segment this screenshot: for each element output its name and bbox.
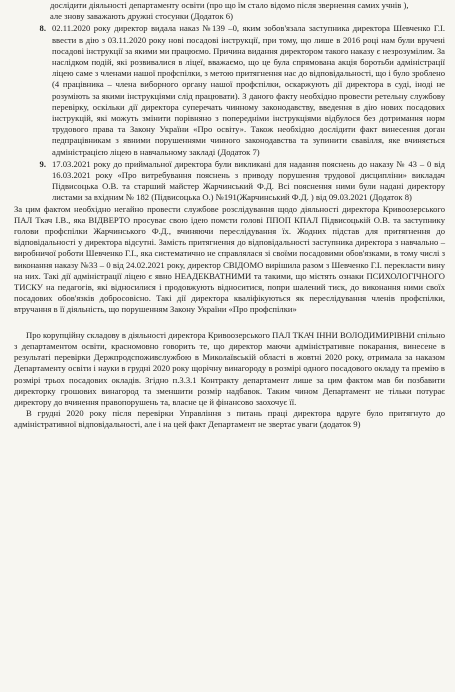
list-item-9 <box>14 159 445 204</box>
item-number: 9. <box>39 158 46 169</box>
inspection-paragraph: В грудні 2020 року після перевірки Управління з питань праці директора вдруге було притягнуто до адміністративної відповідальності, але і на цей факт Департамент не звертає уваги (додаток 9) <box>14 408 445 430</box>
item-8-text: 02.11.2020 року директор видала наказ №139 –0, яким зобов'язала заступника директора Шевченко Г.І. ввести в дію з 03.11.2020 року нові посадові інструкції, при тому, що лише в 2016 році нам були вручені посадові інструкції за якими ми працюємо. Причина видання директором такого наказу є незрозумілим. За наслідком подій, які розвивалися в ліцеї, вважаємо, що це була спрямована акція боротьби адміністрації ліцею саме з членами нашої профспілки, з метою притягнення нас до відповідальності, що і було зроблено (4 працівника – члена виборного органу нашої профспілки, оскаржують дії директора в суді, іноді не розуміють за якими інструкціями слід працювати). З даного факту необхідно провести ретельну службову перевірку, оскільки дії директора суперечать чинному законодавству, введення в дію нових посадових інструкцій, які можуть змінити порівняно з попередніми інструкціями відбулося без дотримання норм трудового права та Закону України «Про освіту». Також необхідно дослідити факт винесення доган педпрацівникам з явними порушеннями чинного законодавства та зупинити свавілля, яке вчиняється адміністрацією ліцею в навчальному закладі (Додаток 7) <box>52 23 445 157</box>
corruption-paragraph: Про корупційну складову в діяльності директора Кривоозерського ПАЛ ТКАЧ ІННИ ВОЛОДИМИРІВНИ спільно з департаментом освіти, красномовно говорить те, що директор маючи адміністративне покарання, винесене в результаті перевірки Держпродспоживслужбою в Миколаївській області в жовтні 2020 року, отримала за наказом Департаменту освіти і науки в грудні 2020 року щорічну винагороду в розмірі одного посадового окладу та премію в розмірі трьох посадових окладів. Згідно п.3.3.1 Контракту департамент лише за цим фактом мав би позбавити директорку грошових винагород та зменшити розмір надбавок. Таким чином Департамент не тільки потурає директору до вчинення правопорушень та, власне це й фінансово заохочує її. <box>14 329 445 407</box>
top-line-1: дослідити діяльності департаменту освіти (про що їм стало відомо після звернення самих учнів ), <box>50 0 409 10</box>
section-gap <box>14 316 445 330</box>
bottom-section <box>14 330 445 431</box>
top-continuation <box>50 0 445 22</box>
main-paragraph: За цим фактом необхідно негайно провести службове розслідування щодо діяльності директора Кривоозерського ПАЛ Ткач І.В., яка ВІДВЕРТО просуває свою ідею помсти голові ППОП КПАЛ Підвисоцькій О.В. та заступнику голови профспілки Жарчинського Ф.Д., вчиняючи переслідування їх. Жодних підстав для притягнення до відповідальності у директора відсутні. Замість притягнення до відповідальності заступника директора з навчально – виробничої роботи Шевченко Г.І., яка систематично не справлялася зі своїми посадовими обов'язками, в тому числі з виконання наказу №33 – 0 від 24.02.2021 року, директор СВІДОМО вирішила разом з Шевченко Г.І. перекласти вину на них. Такі дії адміністрації ліцею є явно НЕАДЕКВАТНИМИ та такими, що містять ознаки ПСИХОЛОГІЧНОГО ТИСКУ на педагогів, які відносилися і продовжують відноситися, попри шалений тиск, до виконання ними своїх посадових обов'язків добросовісно. Такі дії директора кваліфікуються як переслідування членів профспілки, втручання в її діяльність, що порушенням Закону України «Про профспілки» <box>14 203 445 315</box>
list-item-8 <box>14 23 445 157</box>
item-number: 8. <box>39 23 46 34</box>
top-line-2: але знову заважають дружні стосунки (Додаток 6) <box>50 11 233 22</box>
item-9-text: 17.03.2021 року до приймальної директора були викликані для надання пояснень до наказу № 43 – 0 від 16.03.2021 року «Про витребування пояснень з приводу порушення трудової дисципліни» викладач Підвисоцька О.В. та старший майстер Жарчинський Ф.Д. Всі пояснення ними були надані директору листами за вхідним № 182 (Підвисоцька О.) №191(Жарчинський Ф.Д. ) від 09.03.2021 (Додаток 8) <box>52 158 445 203</box>
